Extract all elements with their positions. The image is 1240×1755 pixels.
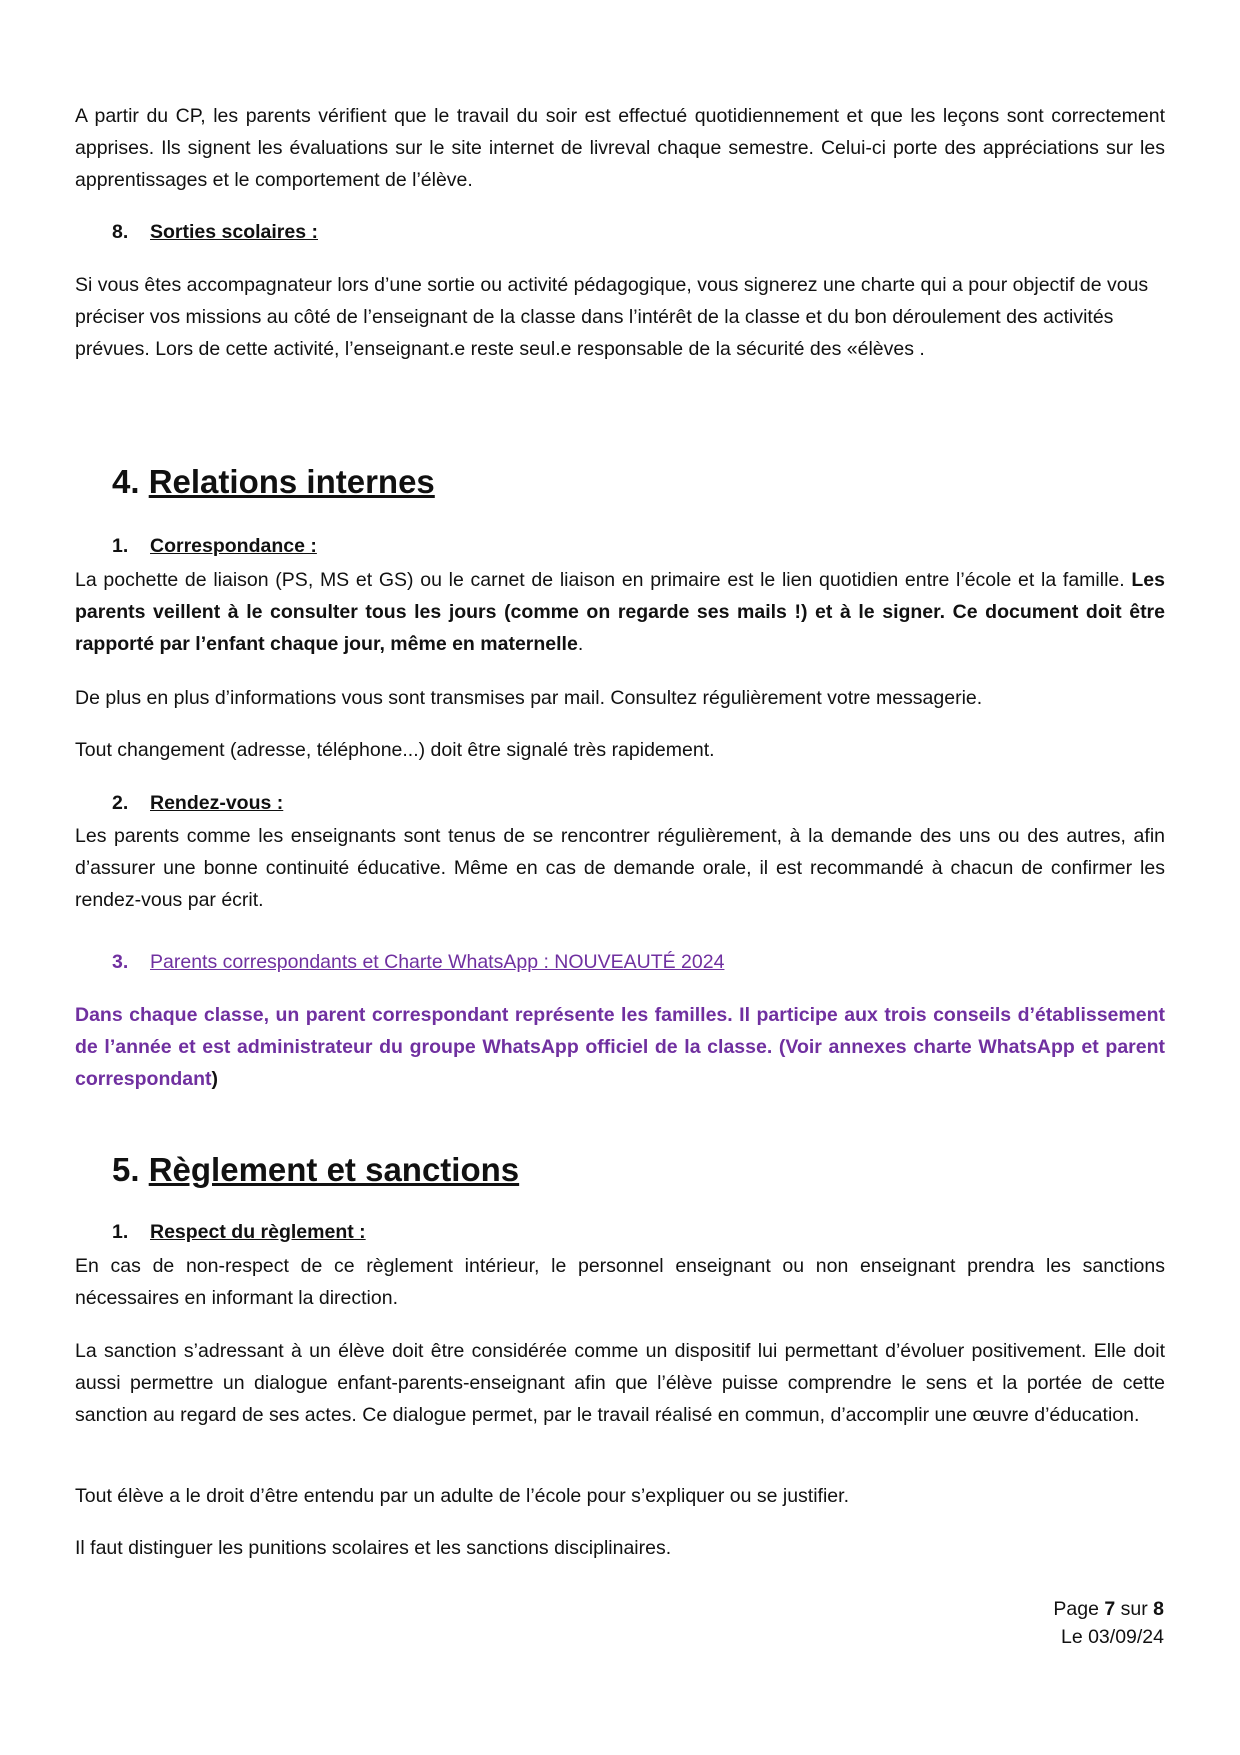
page-total: 8 (1153, 1598, 1164, 1620)
sorties-heading (112, 218, 318, 246)
respect-paragraph: En cas de non-respect de ce règlement intérieur, le personnel enseignant ou non enseignant prendra les sanctions nécessaires en informant la direction. (75, 1255, 1165, 1309)
parents-title: Parents correspondants et Charte WhatsApp : NOUVEAUTÉ 2024 (150, 951, 725, 973)
page-number (1053, 1595, 1164, 1623)
droit-paragraph: Tout élève a le droit d’être entendu par un adulte de l’école pour s’expliquer ou se justifier. (75, 1485, 849, 1507)
correspondance-text: La pochette de liaison (PS, MS et GS) ou le carnet de liaison en primaire est le lien quotidien entre l’école et la famille. (75, 569, 1125, 591)
correspondance-title: Correspondance : (150, 535, 317, 557)
section4-title: Relations internes (148, 463, 435, 500)
correspondance-paragraph (75, 564, 1165, 660)
rendezvous-paragraph: Les parents comme les enseignants sont tenus de se rencontrer régulièrement, à la demande des uns ou des autres, afin d’assurer une bonne continuité éducative. Même en cas de demande orale, il est recommandé à chacun de confirmer les rendez-vous par écrit. (75, 825, 1165, 911)
sorties-paragraph: Si vous êtes accompagnateur lors d’une sortie ou activité pédagogique, vous signerez une charte qui a pour objectif de vous préciser vos missions au côté de l’enseignant de la classe dans l’intérêt de la classe et du bon déroulement des activités prévues. Lors de cette activité, l’enseignant.e reste seul.e responsable de la sécurité des «élèves . (75, 274, 1149, 360)
rendezvous-title: Rendez-vous : (150, 792, 284, 814)
correspondance-number: 1. (112, 535, 129, 557)
respect-heading (112, 1218, 366, 1246)
sorties-number: 8. (112, 221, 129, 243)
section4-number: 4. (112, 463, 140, 500)
section5-title: Règlement et sanctions (148, 1151, 520, 1188)
page-word: Page (1053, 1598, 1099, 1620)
page-sep: sur (1120, 1598, 1148, 1620)
correspondance-bold-end: . (577, 633, 584, 655)
intro-paragraph: A partir du CP, les parents vérifient que le travail du soir est effectué quotidiennement et que les leçons sont correctement apprises. Ils signent les évaluations sur le site internet de livreval chaque semestre. Celui-ci porte des appréciations sur les apprentissages et le comportement de l’élève. (75, 105, 1165, 191)
sorties-title: Sorties scolaires : (150, 221, 318, 243)
section5-heading (112, 1148, 519, 1192)
footer-date: Le 03/09/24 (1060, 1626, 1164, 1648)
correspondance-bold-text: Les parents veillent à le consulter tous les jours (comme on regarde ses mails !) et à le signer. Ce document doit être rapporté par l’enfant chaque jour, même en maternelle (75, 569, 1165, 655)
section4-heading (112, 460, 435, 504)
sanction-paragraph: La sanction s’adressant à un élève doit être considérée comme un dispositif lui permettant d’évoluer positivement. Elle doit aussi permettre un dialogue enfant-parents-enseignant afin que l’élève puisse comprendre le sens et la portée de cette sanction au regard de ses actes. Ce dialogue permet, par le travail réalisé en commun, d’accomplir une œuvre d’éducation. (75, 1340, 1165, 1426)
section5-number: 5. (112, 1151, 140, 1188)
change-paragraph: Tout changement (adresse, téléphone...) doit être signalé très rapidement. (75, 739, 715, 761)
rendezvous-number: 2. (112, 792, 129, 814)
mail-paragraph: De plus en plus d’informations vous sont transmises par mail. Consultez régulièrement votre messagerie. (75, 687, 983, 709)
respect-title: Respect du règlement : (150, 1221, 366, 1243)
page-current: 7 (1104, 1598, 1116, 1620)
rendezvous-heading (112, 789, 283, 817)
parents-text-end: ) (211, 1068, 219, 1090)
parents-paragraph (75, 999, 1165, 1095)
parents-heading (112, 948, 724, 976)
page-footer (1053, 1595, 1164, 1651)
correspondance-heading (112, 532, 317, 560)
distinguer-paragraph: Il faut distinguer les punitions scolaires et les sanctions disciplinaires. (75, 1537, 672, 1559)
parents-number: 3. (112, 951, 129, 973)
respect-number: 1. (112, 1221, 129, 1243)
parents-text: Dans chaque classe, un parent correspondant représente les familles. Il participe aux trois conseils d’établissement de l’année et est administrateur du groupe WhatsApp officiel de la classe. (Voir annexes charte WhatsApp et parent correspondant (75, 1004, 1165, 1090)
